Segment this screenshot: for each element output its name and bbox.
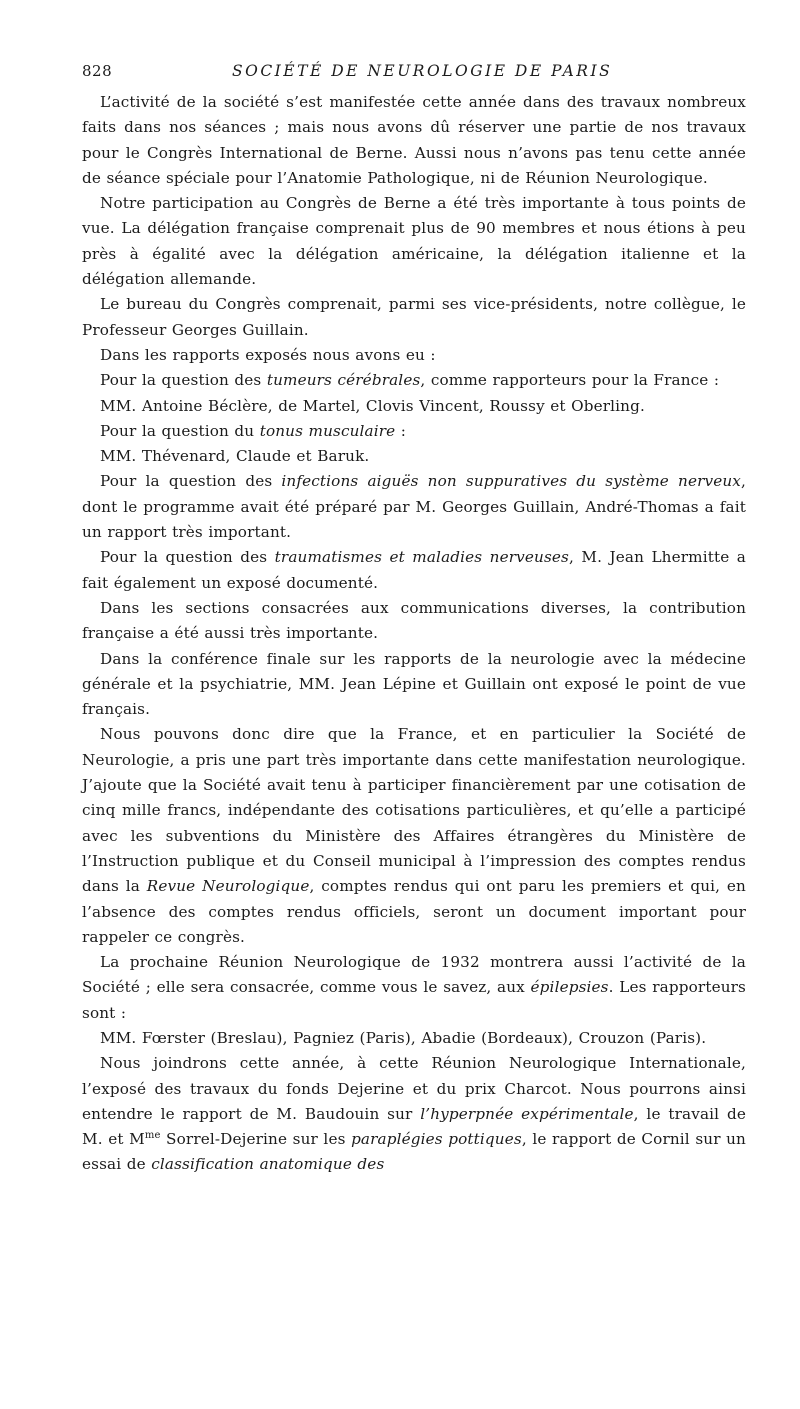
topic-epilepsies: épilepsies (530, 978, 609, 997)
paragraph-conference-finale: Dans la conférence finale sur les rapports de la neurologie avec la médecine générale et la psychiatrie, MM. Jean Lépine et Guillain ont exposé le point de vue français. (82, 649, 746, 719)
page-number: 828 (82, 62, 113, 80)
topic-tumeurs: tumeurs cérébrales (266, 371, 421, 390)
page-header (82, 60, 746, 90)
book-page (82, 60, 747, 1174)
topic-tonus: tonus musculaire (259, 421, 396, 440)
paragraph-participation-summary: Nous pouvons donc dire que la France, et en particulier la Société de Neurologie, a pris une part très importante dans cette manifestation neurologique. J’ajoute que la Société avait tenu à participer financièrement par une cotisation de cinq mille francs, indépendante des cotisations particulières, et qu’elle a participé avec les subventions du Ministère des Affaires étrangères du Ministère de l’Instruction publique et du Conseil municipal à l’impression des comptes rendus dans la Revue Neurologique, comptes rendus qui ont paru les premiers et qui, en l’absence des comptes rendus officiels, seront un document important pour rappeler ce congrès. (82, 725, 746, 946)
paragraph-reunion-1932: La prochaine Réunion Neurologique de 1932 montrera aussi l’activité de la Société ; elle sera consacrée, comme vous le savez, aux épilepsies. Les rapporteurs sont : (82, 953, 746, 1022)
paragraph-epilepsies-rapporteurs: MM. Fœrster (Breslau), Pagniez (Paris), Abadie (Bordeaux), Crouzon (Paris). (100, 1028, 707, 1047)
paragraph-traumatismes: Pour la question des traumatismes et maladies nerveuses, M. Jean Lhermitte a fait également un exposé documenté. (82, 548, 747, 592)
running-title: SOCIÉTÉ DE NEUROLOGIE DE PARIS (232, 62, 613, 80)
paragraph-dejerine-charcot: Nous joindrons cette année, à cette Réunion Neurologique Internationale, l’exposé des travaux du fonds Dejerine et du prix Charcot. Nous pourrons ainsi entendre le rapport de M. Baudouin sur l’hyperpnée expérimentale, le travail de M. et $M^{me}$ Sorrel-Dejerine sur les paraplégies pottiques, le rapport de Cornil sur un essai de classification anatomique des (82, 1054, 746, 1174)
topic-hyperpnee: l’hyperpnée expérimentale (420, 1104, 634, 1123)
paragraph-congress-bureau: Le bureau du Congrès comprenait, parmi ses vice-présidents, notre collègue, le Professeur Georges Guillain. (82, 295, 746, 339)
paragraph-tonus: Pour la question du tonus musculaire : (100, 421, 407, 440)
topic-classification: classification anatomique des (151, 1155, 385, 1174)
paragraph-sections: Dans les sections consacrées aux communications diverses, la contribution française a été aussi très importante. (82, 598, 746, 643)
topic-traumatismes: traumatismes et maladies nerveuses (274, 548, 569, 567)
journal-title: Revue Neurologique (146, 877, 310, 896)
paragraph-tonus-rapporteurs: MM. Thévenard, Claude et Baruk. (100, 447, 370, 466)
paragraph-activity: L’activité de la société s’est manifestée cette année dans des travaux nombreux faits dans nos séances ; mais nous avons dû réserver une partie de nos travaux pour le Congrès International de Berne. Aussi nous n’avons pas tenu cette année de séance spéciale pour l’Anatomie Pathologique, ni de Réunion Neurologique. (82, 93, 746, 187)
topic-paraplegies: paraplégies pottiques (351, 1130, 522, 1149)
paragraph-reports-intro: Dans les rapports exposés nous avons eu : (100, 345, 436, 364)
topic-infections: infections aiguës non suppuratives du système nerveux (281, 472, 742, 491)
paragraph-tumeurs: Pour la question des tumeurs cérébrales, comme rapporteurs pour la France : (100, 371, 720, 390)
paragraph-tumeurs-rapporteurs: MM. Antoine Béclère, de Martel, Clovis Vincent, Roussy et Oberling. (100, 396, 645, 415)
paragraph-berne-participation: Notre participation au Congrès de Berne a été très importante à tous points de vue. La délégation française comprenait plus de 90 membres et nous étions à peu près à égalité avec la délégation américaine, la délégation italienne et la délégation allemande. (82, 194, 746, 289)
paragraph-infections: Pour la question des infections aiguës non suppuratives du système nerveux, dont le programme avait été préparé par M. Georges Guillain, André-Thomas a fait un rapport très important. (82, 472, 746, 542)
